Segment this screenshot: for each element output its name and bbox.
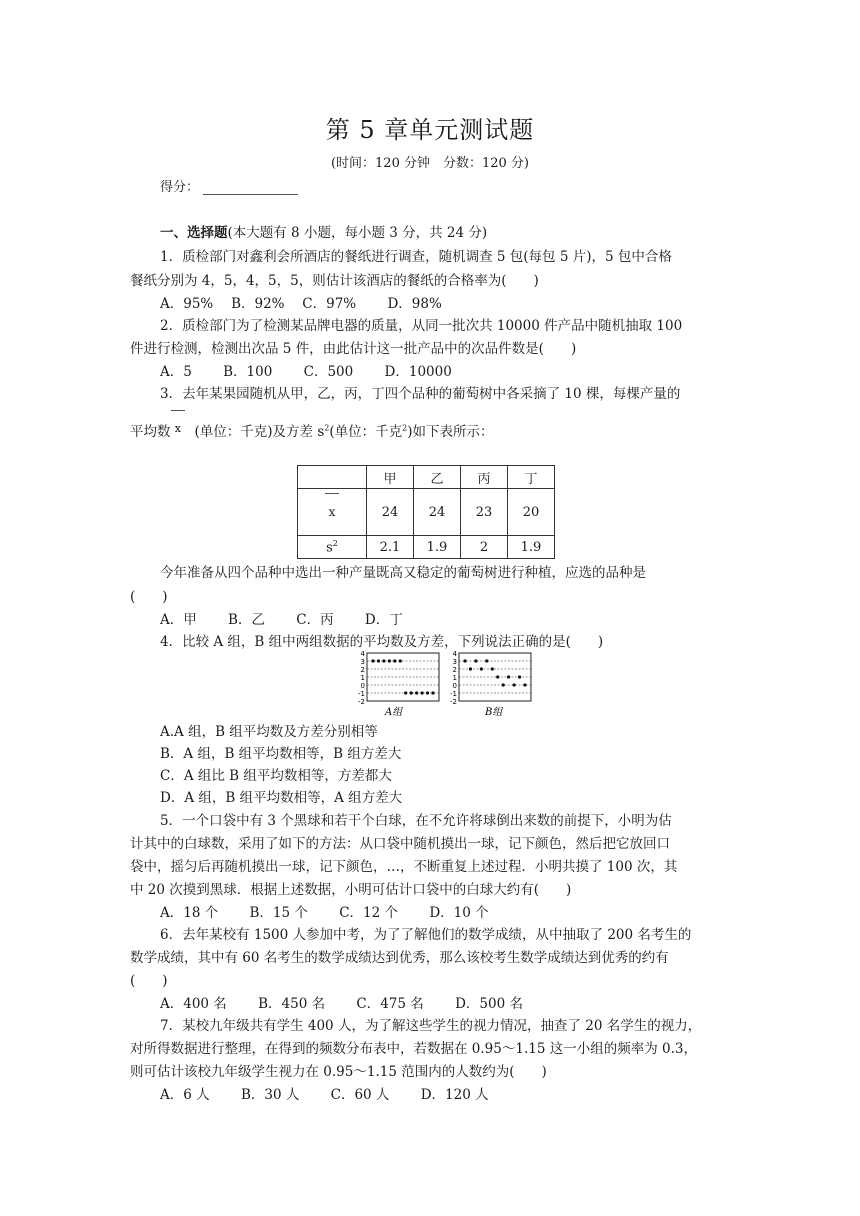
table-cell: 20 <box>508 489 555 536</box>
group-b-data-point <box>512 683 515 686</box>
q1-option-a[interactable]: A．95% <box>160 296 214 312</box>
q1-line2: 餐纸分别为 4，5，4，5，5，则估计该酒店的餐纸的合格率为( ) <box>130 273 539 289</box>
q3-line3: 今年准备从四个品种中选出一种产量既高又稳定的葡萄树进行种植，应选的品种是 <box>160 565 646 581</box>
q2-line2: 件进行检测，检测出次品 5 件，由此估计这一批产品中的次品件数是( ) <box>130 341 577 357</box>
table-header: 甲 <box>367 466 414 489</box>
group-b-data-point <box>463 659 466 662</box>
q7-option-a[interactable]: A．6 人 <box>160 1087 210 1103</box>
q3-option-b[interactable]: B．乙 <box>228 612 265 628</box>
q4-option-a[interactable]: A.A 组，B 组平均数及方差分别相等 <box>160 724 378 740</box>
group-b-data-point <box>485 659 488 662</box>
table-header: 丁 <box>508 466 555 489</box>
group-b-data-point <box>502 683 505 686</box>
q5-option-d[interactable]: D．10 个 <box>429 905 489 921</box>
q2-options <box>160 360 452 380</box>
group-a-label: A组 <box>385 707 403 718</box>
q5-line1: 5．一个口袋中有 3 个黑球和若干个白球，在不允许将球倒出来数的前提下，小明为估 <box>160 813 672 829</box>
q5-option-b[interactable]: B．15 个 <box>249 905 308 921</box>
group-a-data-point <box>431 691 434 694</box>
q3-option-c[interactable]: C．丙 <box>296 612 334 628</box>
group-a-data-point <box>388 659 391 662</box>
q6-option-b[interactable]: B．450 名 <box>258 996 326 1012</box>
group-a-data-point <box>410 691 413 694</box>
table-row-label: $s^2$ <box>298 536 367 559</box>
q5-line2: 计其中的白球数，采用了如下的方法：从口袋中随机摸出一球，记下颜色，然后把它放回口 <box>130 836 670 852</box>
group-a-data-point <box>371 659 374 662</box>
group-b-data-point <box>507 675 510 678</box>
q3-option-d[interactable]: D．丁 <box>364 612 403 628</box>
group-b-tick-label: -1 <box>450 690 457 698</box>
x-bar-symbol: x <box>174 422 182 435</box>
group-b-tick-label: 3 <box>452 658 457 666</box>
q6-option-c[interactable]: C．475 名 <box>356 996 424 1012</box>
group-a-data-point <box>399 659 402 662</box>
q5-options <box>160 901 489 921</box>
q1-options <box>160 292 442 312</box>
q6-option-a[interactable]: A．400 名 <box>160 996 227 1012</box>
group-a-data-point <box>382 659 385 662</box>
score-label: 得分： <box>160 180 200 195</box>
q5-option-c[interactable]: C．12 个 <box>339 905 399 921</box>
q3-line4: ( ) <box>130 589 168 605</box>
group-b-data-point <box>496 675 499 678</box>
group-b-tick-label: 4 <box>452 650 457 658</box>
q5-line3: 袋中，摇匀后再随机摸出一球，记下颜色，…，不断重复上述过程．小明共摸了 100 次，其 <box>130 859 678 875</box>
q1-option-b[interactable]: B．92% <box>231 296 285 312</box>
group-a-tick-label: 3 <box>360 658 365 666</box>
q2-option-b[interactable]: B．100 <box>223 364 273 380</box>
group-b-data-point <box>523 683 526 686</box>
q3-options <box>160 608 403 628</box>
group-a-data-point <box>377 659 380 662</box>
q4-option-c[interactable]: C．A 组比 B 组平均数相等，方差都大 <box>160 768 392 784</box>
table-header-blank <box>298 466 367 489</box>
q5-line4: 中 20 次摸到黑球．根据上述数据，小明可估计口袋中的白球大约有( ) <box>130 882 572 898</box>
section-heading: 一、选择题(本大题有 8 小题，每小题 3 分，共 24 分) <box>160 225 488 241</box>
group-a-tick-label: 4 <box>360 650 365 658</box>
group-a-plot <box>358 650 439 706</box>
q6-option-d[interactable]: D．500 名 <box>455 996 523 1012</box>
q6-line1: 6．去年某校有 1500 人参加中考，为了了解他们的数学成绩，从中抽取了 200 名考生的 <box>160 927 692 943</box>
group-b-label: B组 <box>485 707 503 718</box>
group-a-tick-label: -2 <box>358 698 365 706</box>
q7-line2: 对所得数据进行整理，在得到的频数分布表中，若数据在 0.95～1.15 这一小组的频率为 0.3， <box>130 1041 697 1057</box>
table-cell: 2 <box>461 536 508 559</box>
q7-option-d[interactable]: D．120 人 <box>420 1087 489 1103</box>
q4-figure <box>355 647 535 719</box>
q4-option-b[interactable]: B．A 组，B 组平均数相等，B 组方差大 <box>160 746 402 762</box>
q7-line3: 则可估计该校九年级学生视力在 0.95～1.15 范围内的人数约为( ) <box>130 1064 547 1080</box>
q6-line3: ( ) <box>130 973 168 989</box>
q3-line1: 3．去年某果园随机从甲，乙，丙，丁四个品种的葡萄树中各采摘了 10 棵，每棵产量的 <box>160 386 681 402</box>
q1-option-d[interactable]: D．98% <box>387 296 442 312</box>
q3-option-a[interactable]: A．甲 <box>160 612 197 628</box>
q7-option-b[interactable]: B．30 人 <box>240 1087 300 1103</box>
table-header: 丙 <box>461 466 508 489</box>
table-row-label: x <box>298 489 367 536</box>
score-blank <box>203 182 298 195</box>
group-b-tick-label: 2 <box>452 666 457 674</box>
page-title: 第 5 章单元测试题 <box>325 116 535 144</box>
group-b-data-point <box>518 675 521 678</box>
group-b-tick-label: 0 <box>452 682 457 690</box>
table-cell: 1.9 <box>414 536 461 559</box>
q7-option-c[interactable]: C．60 人 <box>330 1087 390 1103</box>
q2-line1: 2．质检部门为了检测某品牌电器的质量，从同一批次共 10000 件产品中随机抽取 100 <box>160 318 683 334</box>
q2-option-c[interactable]: C．500 <box>303 364 354 380</box>
score-field <box>160 176 298 195</box>
q4-stem: 4．比较 A 组，B 组中两组数据的平均数及方差，下列说法正确的是( ) <box>160 634 604 650</box>
exam-info: (时间：120 分钟 分数：120 分) <box>330 156 530 171</box>
group-a-data-point <box>393 659 396 662</box>
q1-option-c[interactable]: C．97% <box>302 296 357 312</box>
group-a-tick-label: 0 <box>360 682 365 690</box>
q6-line2: 数学成绩，其中有 60 名考生的数学成绩达到优秀，那么该校考生数学成绩达到优秀的约有 <box>130 950 669 966</box>
table-cell: 24 <box>367 489 414 536</box>
q6-options <box>160 992 523 1012</box>
q2-option-d[interactable]: D．10000 <box>384 364 452 380</box>
group-b-tick-label: -2 <box>450 698 457 706</box>
group-a-data-point <box>404 691 407 694</box>
table-cell: 24 <box>414 489 461 536</box>
q1-line1: 1．质检部门对鑫利会所酒店的餐纸进行调查，随机调查 5 包(每包 5 片)，5 包中合格 <box>160 249 672 265</box>
group-a-tick-label: 1 <box>360 674 365 682</box>
q5-option-a[interactable]: A．18 个 <box>160 905 219 921</box>
q7-line1: 7．某校九年级共有学生 400 人，为了解这些学生的视力情况，抽查了 20 名学生的视力， <box>160 1018 702 1034</box>
group-b-data-point <box>480 667 483 670</box>
group-b-data-point <box>491 667 494 670</box>
group-a-data-point <box>426 691 429 694</box>
group-a-data-point <box>420 691 423 694</box>
q2-option-a[interactable]: A．5 <box>160 364 192 380</box>
q7-options <box>160 1083 489 1103</box>
group-b-plot <box>450 650 531 706</box>
group-a-data-point <box>415 691 418 694</box>
group-a-tick-label: -1 <box>358 690 365 698</box>
table-cell: 1.9 <box>508 536 555 559</box>
group-b-data-point <box>469 667 472 670</box>
group-a-tick-label: 2 <box>360 666 365 674</box>
table-cell: 2.1 <box>367 536 414 559</box>
table-cell: 23 <box>461 489 508 536</box>
group-b-data-point <box>474 659 477 662</box>
data-table <box>297 465 555 559</box>
group-b-tick-label: 1 <box>452 674 457 682</box>
q3-line2: 平均数 x (单位：千克)及方差 $s^2$(单位：千克$^2$)如下表所示： <box>130 422 494 440</box>
table-header: 乙 <box>414 466 461 489</box>
q4-option-d[interactable]: D．A 组，B 组平均数相等，A 组方差大 <box>160 790 403 806</box>
